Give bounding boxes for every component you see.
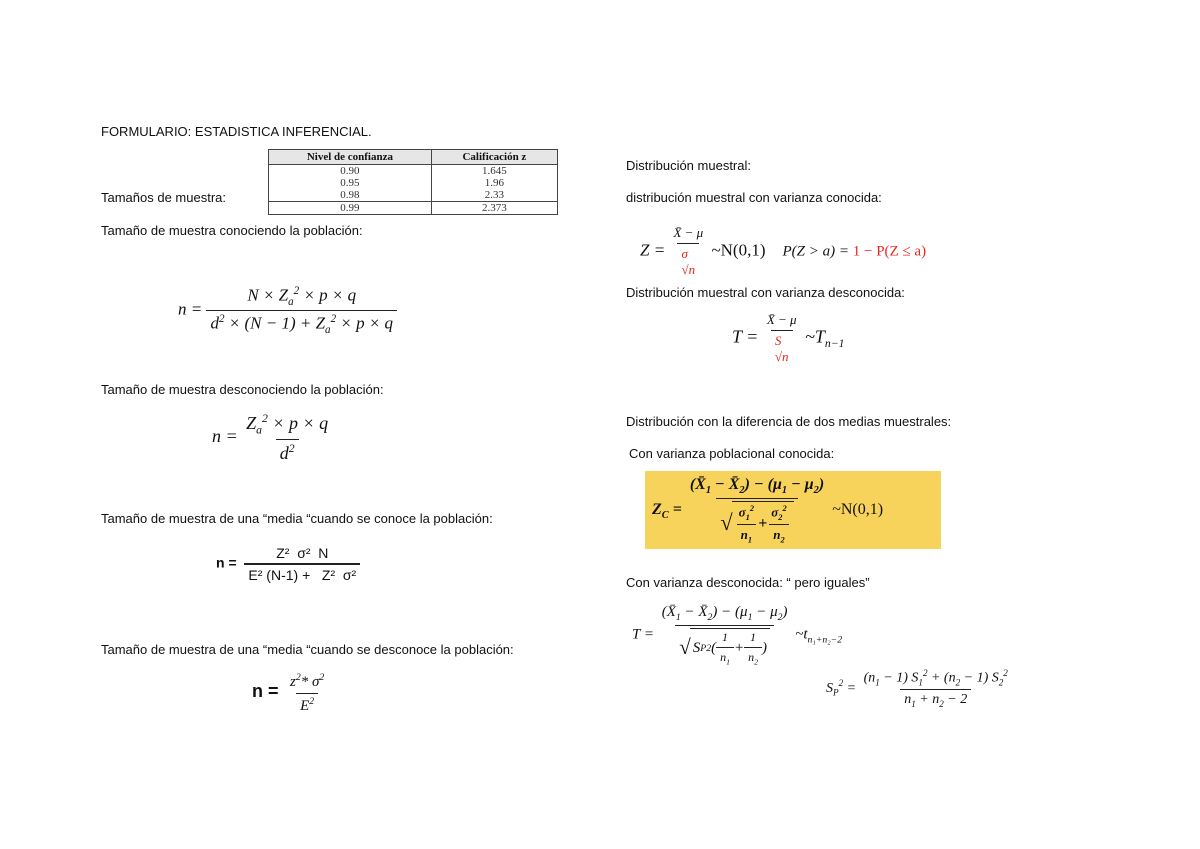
sampling-dist-label: Distribución muestral: xyxy=(626,158,751,173)
known-variance-label: distribución muestral con varianza conocida: xyxy=(626,190,882,205)
formula-zc-diff-means: $Z_C$ = ($X̄_1$ − $X̄_2) - (\mu_1 - \mu_2)$ √ $\frac{\sigma_1^2}{n_1}$ + $\frac{\sigma_2^2}{n_2}$ ~N(0,1) xyxy=(652,476,884,545)
table-header-row xyxy=(269,150,558,165)
table-cell: 0.98 xyxy=(269,189,432,202)
formula-mean-known-population: n = $\frac{\text{Z² σ² N}}{\text{E² (N-1) + Z² σ²}}$ xyxy=(216,545,360,583)
table-cell: 2.33 xyxy=(431,189,557,202)
confidence-table xyxy=(268,149,558,215)
diff-means-label: Distribución con la diferencia de dos medias muestrales: xyxy=(626,414,952,429)
table-cell: 0.90 xyxy=(269,165,432,178)
formula-mean-unknown-population: n = $\frac{z^2* \sigma^2}{E^2}$ xyxy=(252,672,325,714)
page-title: FORMULARIO: ESTADISTICA INFERENCIAL. xyxy=(101,124,372,139)
sample-sizes-label: Tamaños de muestra: xyxy=(101,190,227,205)
table-row xyxy=(269,177,558,189)
unknown-population-label: Tamaño de muestra desconociendo la población: xyxy=(101,382,384,397)
formula-pooled-variance: $S_P^2$ = $\frac{(n_1 - 1) S_1^2 + (n_2 - 1) S_2^2}{n_1 + n_2 - 2}$ xyxy=(826,668,1008,710)
variance-unknown-equal-label: Con varianza desconocida: “ pero iguales” xyxy=(626,575,870,590)
table-cell: 0.99 xyxy=(269,202,432,215)
formula-t-pooled: T = ($X̄_1$ − $X̄_2) - (\mu_1 - \mu_2)$ √ S P 2 ( $\frac{1}{n_1}$ + $\frac{1}{n_2}$ ) $\sim t_{n_1+n_2-2}$ xyxy=(632,604,843,667)
formula-sample-size-known-population: n = $\frac{N \times Z_a^2 \times p \times q}{d^2 \times (N - 1) + Z_a^2 \times p \times q}$ xyxy=(178,285,397,336)
table-header: Calificación z xyxy=(431,150,557,165)
formula-t-unknown-variance: T = X̄ − μ S √n $\sim T_{n-1}$ xyxy=(732,312,845,364)
table-row xyxy=(269,202,558,215)
pop-variance-known-label: Con varianza poblacional conocida: xyxy=(629,446,835,461)
table-cell: 0.95 xyxy=(269,177,432,189)
table-header: Nivel de confianza xyxy=(269,150,432,165)
table-row xyxy=(269,165,558,178)
mean-known-population-label: Tamaño de muestra de una “media “cuando se conoce la población: xyxy=(101,511,493,526)
table-cell: 1.96 xyxy=(431,177,557,189)
mean-unknown-population-label: Tamaño de muestra de una “media “cuando se desconoce la población: xyxy=(101,642,514,657)
unknown-variance-label: Distribución muestral con varianza desconocida: xyxy=(626,285,905,300)
table-row xyxy=(269,189,558,202)
formula-sample-size-unknown-population: n = $\frac{Z_a^2 \times p \times q}{d^2}$ xyxy=(212,412,329,463)
formula-z-known-variance: Z = X̄ − μ σ √n ~N(0,1) P(Z > a) = 1 − P(Z ≤ a) xyxy=(640,225,927,277)
known-population-label: Tamaño de muestra conociendo la población: xyxy=(101,223,363,238)
table-cell: 1.645 xyxy=(431,165,557,178)
table-cell: 2.373 xyxy=(431,202,557,215)
